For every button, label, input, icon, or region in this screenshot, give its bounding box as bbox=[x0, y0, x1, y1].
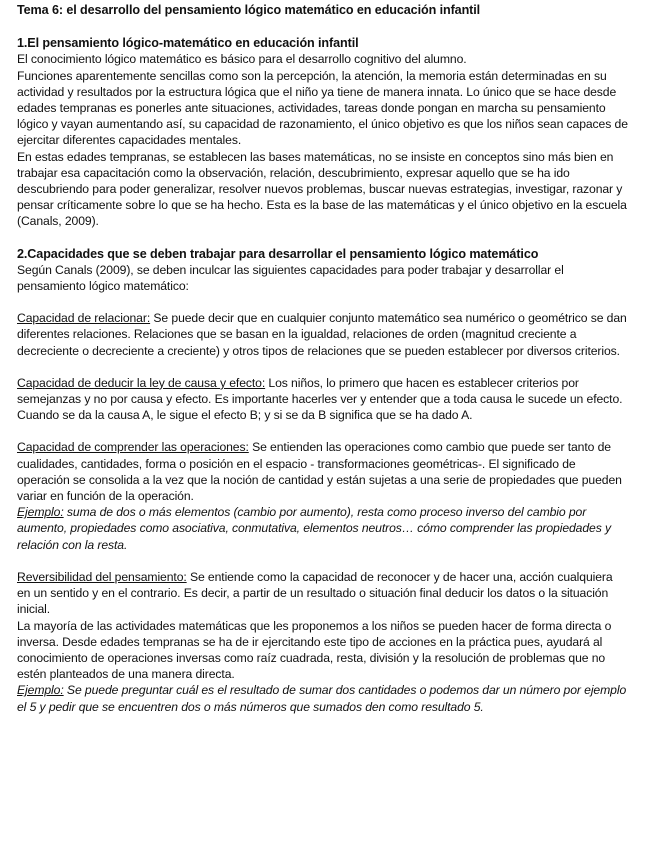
reversibilidad-example bbox=[17, 682, 629, 714]
operaciones-paragraph bbox=[17, 439, 629, 504]
operaciones-example bbox=[17, 504, 629, 553]
relacionar-text: Se puede decir que en cualquier conjunto matemático sea numérico o geométrico se dan diferentes relaciones. Relaciones que se basan en la igualdad, relaciones de orden (magnitud creciente a decreciente o decreciente a creciente) y otros tipos de relaciones que se pueden establecer por diversos criterios. bbox=[17, 311, 627, 358]
document-page bbox=[17, 2, 629, 715]
reversibilidad-example-label: Ejemplo: bbox=[17, 683, 64, 698]
spacer bbox=[17, 294, 629, 310]
section1-paragraph-3: En estas edades tempranas, se establecen las bases matemáticas, no se insiste en conceptos sino más bien en trabajar esa capacitación como la observación, relación, descubrimiento, expresar aquello que se ha ido descubriendo para poder generalizar, resolver nuevos problemas, buscar nuevas estrategias, investigar, razonar y pensar críticamente sobre lo que se ha hecho. Esta es la base de las matemáticas y el único objetivo en la escuela (Canals, 2009). bbox=[17, 149, 627, 229]
reversibilidad-example-text: Se puede preguntar cuál es el resultado de sumar dos cantidades o podemos dar un número por ejemplo el 5 y pedir que se encuentren dos o más números que sumados den como resultado 5. bbox=[17, 683, 627, 714]
reversibilidad-paragraph-2: La mayoría de las actividades matemáticas que les proponemos a los niños se pueden hacer de forma directa o inversa. Desde edades tempranas se ha de ir ejercitando este tipo de acciones en la práctica pues, ayudará al conocimiento de operaciones inversas como raíz cuadrada, resta, división y la resolución de problemas que no estén planteados de una manera directa. bbox=[17, 618, 612, 682]
section1-paragraph-2: Funciones aparentemente sencillas como son la percepción, la atención, la memoria están determinadas en su actividad y resultados por la estructura lógica que el niño ya tiene de manera innata. Lo único que se hace desde edades tempranas es ponerles ante situaciones, actividades, tareas donde pongan en marcha su pensamiento lógico y vayan aumentando así, su capacidad de razonamiento, el único objetivo es que los niños sean capaces de ejercitar diferentes capacidades mentales. bbox=[17, 68, 628, 148]
spacer bbox=[17, 423, 629, 439]
causa-label: Capacidad de deducir la ley de causa y efecto: bbox=[17, 375, 266, 390]
operaciones-example-label: Ejemplo: bbox=[17, 505, 64, 520]
reversibilidad-paragraph bbox=[17, 569, 629, 618]
relacionar-paragraph bbox=[17, 310, 629, 359]
operaciones-label: Capacidad de comprender las operaciones: bbox=[17, 440, 249, 455]
reversibilidad-label: Reversibilidad del pensamiento: bbox=[17, 569, 187, 584]
relacionar-label: Capacidad de relacionar: bbox=[17, 311, 151, 326]
spacer bbox=[17, 230, 629, 246]
spacer bbox=[17, 359, 629, 375]
operaciones-example-text: suma de dos o más elementos (cambio por aumento), resta como proceso inverso del cambio por aumento, propiedades como asociativa, conmutativa, elementos neutros… cómo comprender las propiedades y relación con la resta. bbox=[17, 505, 611, 552]
operaciones-text: Se entienden las operaciones como cambio que puede ser tanto de cualidades, cantidades, forma o posición en el espacio - transformaciones geométricas-. El significado de operación se consolida a la vez que la noción de cantidad y están sujetas a una serie de propiedades que pueden variar en función de la operación. bbox=[17, 440, 622, 504]
causa-text: Los niños, lo primero que hacen es establecer criterios por semejanzas y no por causa y efecto. Es importante hacerles ver y entender que a toda causa le sucede un efecto. Cuando se da la causa A, le sigue el efecto B; y si se da B significa que se ha dado A. bbox=[17, 375, 623, 423]
section1-heading: 1.El pensamiento lógico-matemático en educación infantil bbox=[17, 36, 359, 51]
causa-paragraph bbox=[17, 375, 629, 424]
section1-paragraph-1: El conocimiento lógico matemático es básico para el desarrollo cognitivo del alumno. bbox=[17, 52, 467, 67]
reversibilidad-text: Se entiende como la capacidad de reconocer y de hacer una, acción cualquiera en un sentido y en el contrario. Es decir, a partir de un resultado o situación final deducir los datos o la situación inicial. bbox=[17, 569, 613, 617]
section2-heading: 2.Capacidades que se deben trabajar para desarrollar el pensamiento lógico matemático bbox=[17, 246, 539, 261]
spacer bbox=[17, 553, 629, 569]
section2-intro: Según Canals (2009), se deben inculcar las siguientes capacidades para poder trabajar y desarrollar el pensamiento lógico matemático: bbox=[17, 262, 564, 294]
document-title: Tema 6: el desarrollo del pensamiento lógico matemático en educación infantil bbox=[17, 3, 481, 17]
